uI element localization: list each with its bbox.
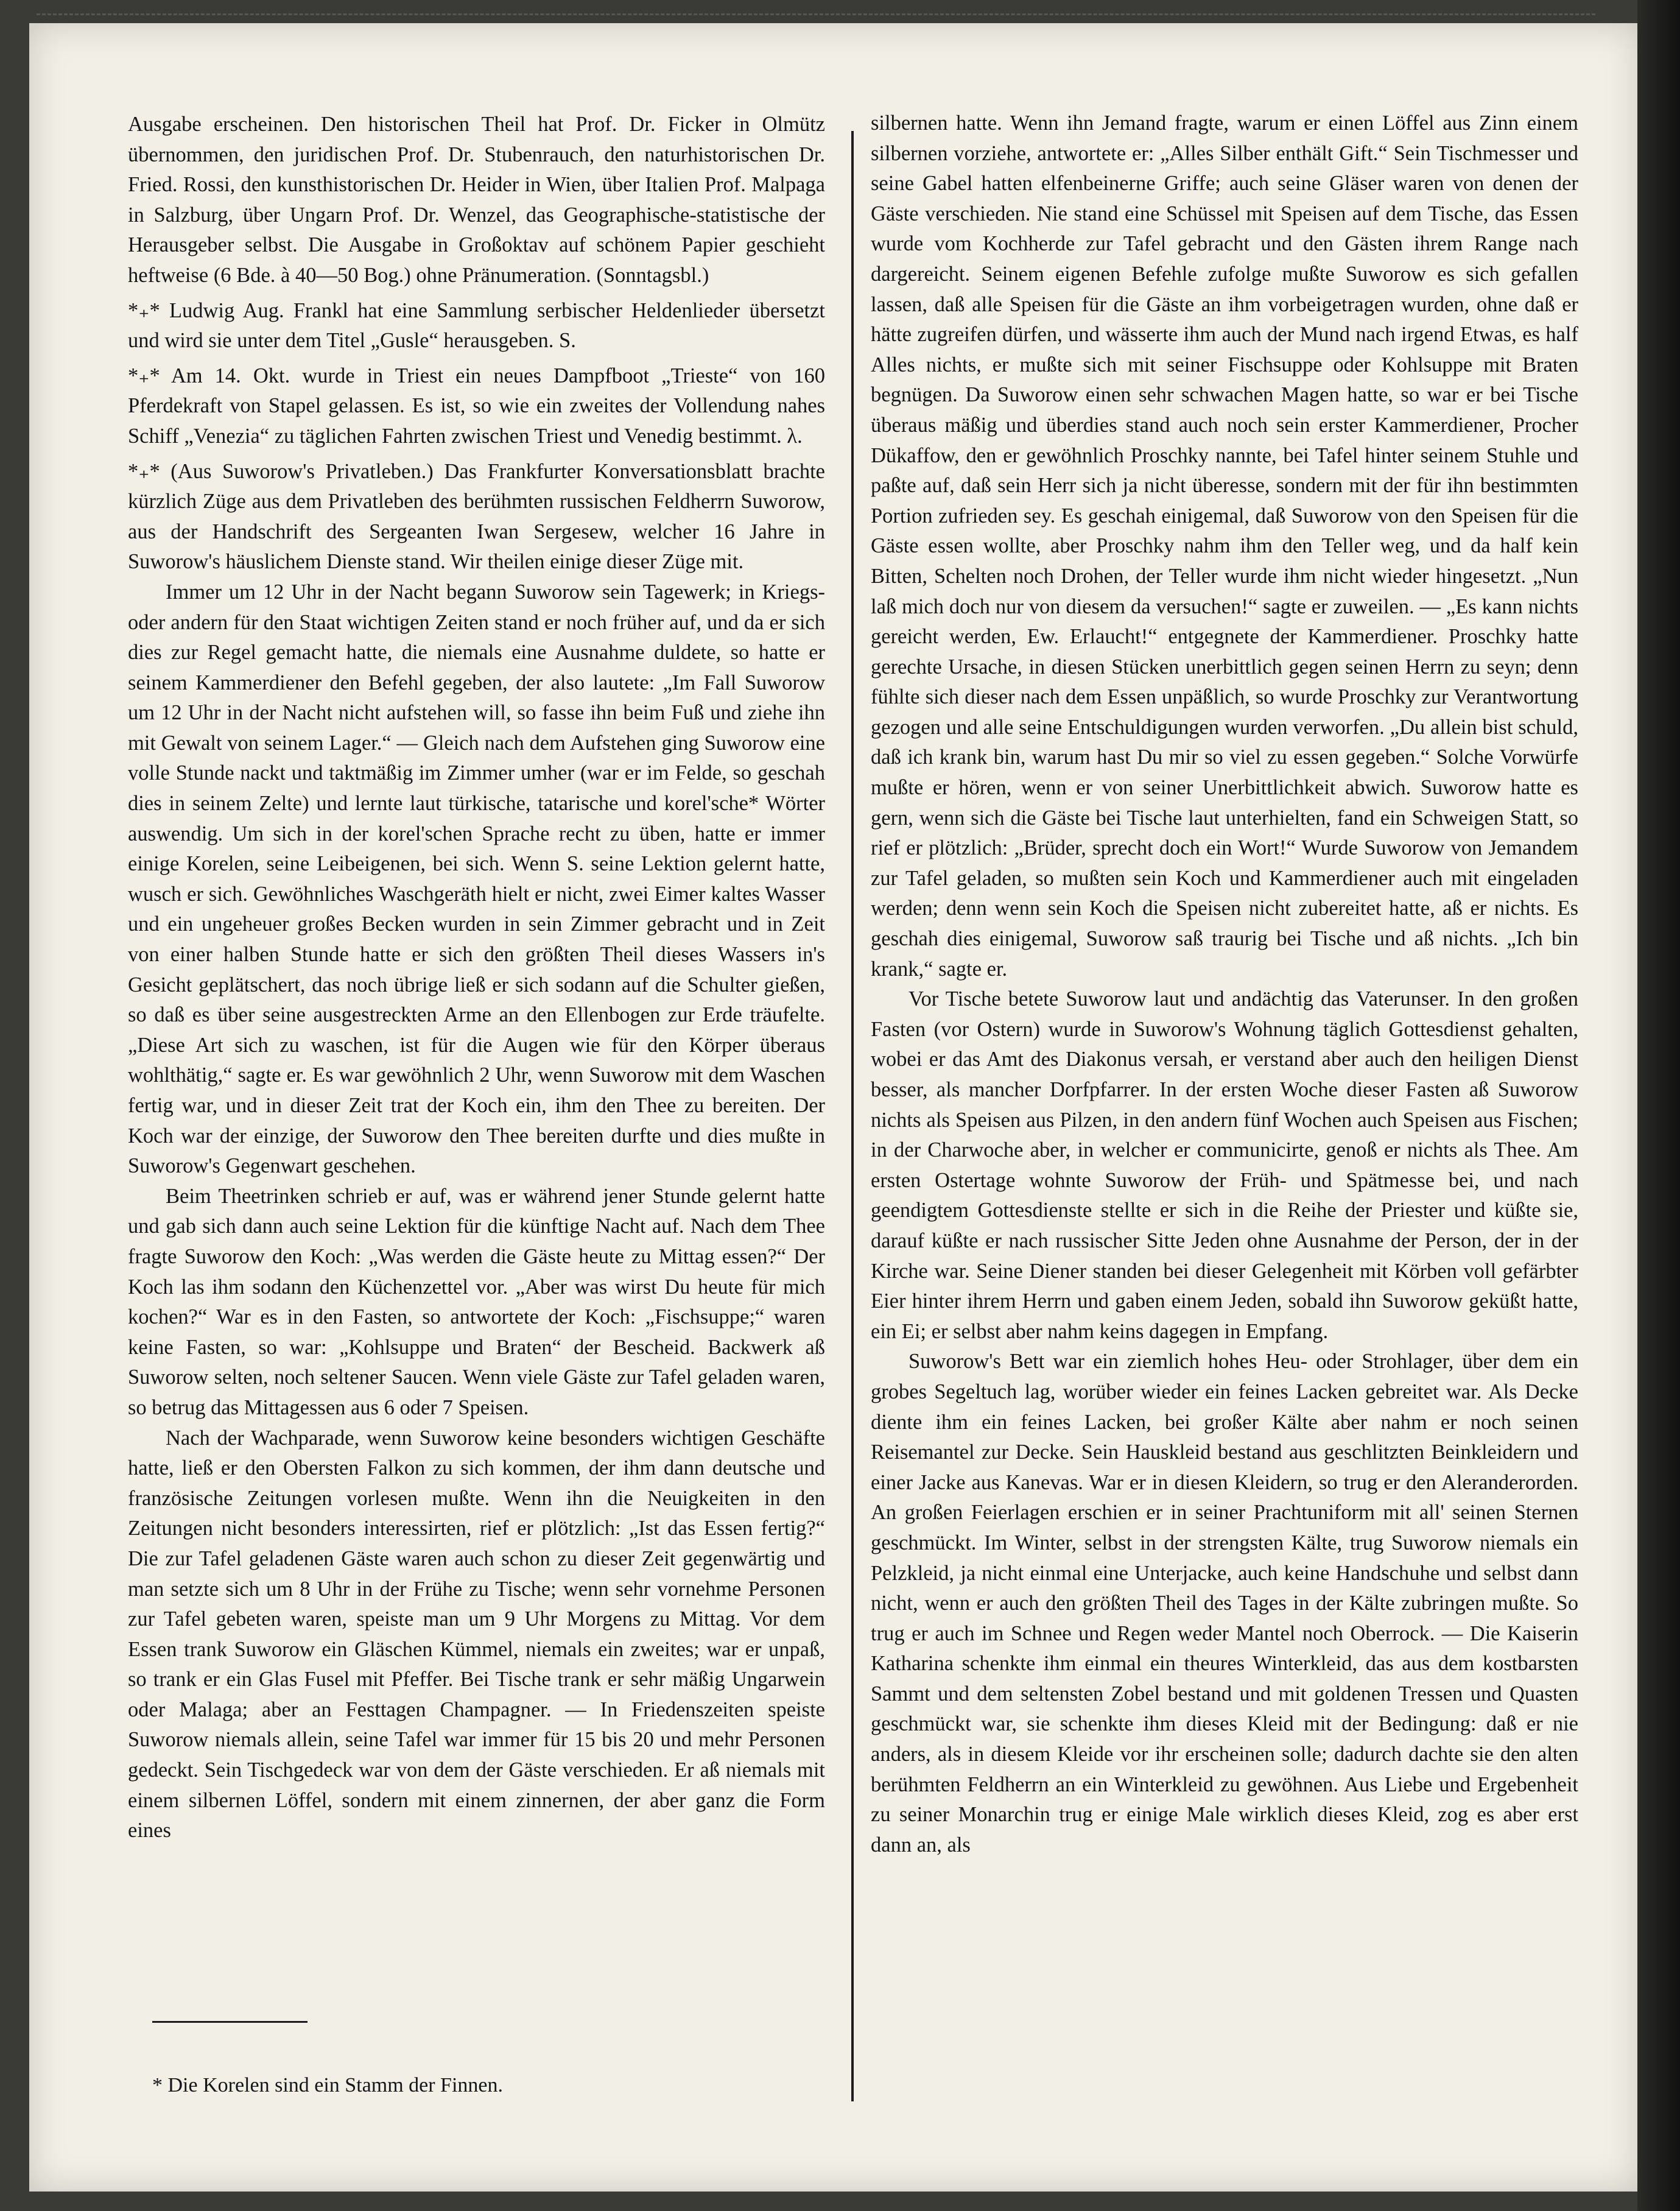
footnote-rule <box>152 2021 308 2023</box>
paragraph-tagewerk: Immer um 12 Uhr in der Nacht begann Suworow sein Tagewerk; in Kriegs- oder andern für den Staat wichtigen Zeiten stand er noch früher auf, und da er sich dies zur Regel gemacht hatte, die niemals eine Ausnahme duldete, so hatte er seinem Kammerdiener den Befehl gegeben, der also lautete: „Im Fall Suworow um 12 Uhr in der Nacht nicht aufstehen will, so fasse ihn beim Fuß und ziehe ihn mit Gewalt von seinem Lager.“ — Gleich nach dem Aufstehen ging Suworow eine volle Stunde nackt und taktmäßig im Zimmer umher (war er im Felde, so geschah dies in seinem Zelte) und lernte laut türkische, tatarische und korel'sche* Wörter auswendig. Um sich in der korel'schen Sprache recht zu üben, hatte er immer einige Korelen, seine Leibeigenen, bei sich. Wenn S. seine Lektion gelernt hatte, wusch er sich. Gewöhnliches Waschgeräth hielt er nicht, zwei Eimer kaltes Wasser und ein ungeheuer großes Becken wurden in sein Zimmer gebracht und in Zeit von einer halben Stunde hatte er sich den größten Theil dieses Wassers in's Gesicht geplätschert, das noch übrige ließ er sich sodann auf die Schulter gießen, so daß es über seine ausgestreckten Arme an den Ellenbogen zur Erde träufelte. „Diese Art sich zu waschen, ist für die Augen wie für den Körper überaus wohlthätig,“ sagte er. Es war gewöhnlich 2 Uhr, wenn Suworow mit dem Waschen fertig war, und in dieser Zeit trat der Koch ein, ihm den Thee zu bereiten. Der Koch war der einzige, der Suworow den Thee bereiten durfte und dies mußte in Suworow's Gegenwart geschehen. <box>128 580 825 1178</box>
right-column <box>871 108 1578 1860</box>
notice-suworow-intro: *₊* (Aus Suworow's Privatleben.) Das Frankfurter Konversationsblatt brachte kürzlich Züge aus dem Privatleben des berühmten russischen Feldherrn Suworow, aus der Handschrift des Sergeanten Iwan Sergesew, welcher 16 Jahre in Suworow's häuslichem Dienste stand. Wir theilen einige dieser Züge mit. <box>128 459 825 574</box>
paragraph-vor-tische: Vor Tische betete Suworow laut und andächtig das Vaterunser. In den großen Fasten (vor Ostern) wurde in Suworow's Wohnung täglich Gottesdienst gehalten, wobei er das Amt des Diakonus versah, er verstand aber auch den heiligen Dienst besser, als mancher Dorfpfarrer. In der ersten Woche dieser Fasten aß Suworow nichts als Speisen aus Pilzen, in den andern fünf Wochen auch Speisen aus Fischen; in der Charwoche aber, in welcher er communicirte, genoß er nichts als Thee. Am ersten Ostertage wohnte Suworow der Früh- und Spätmesse bei, und nach geendigtem Gottesdienste stellte er sich in die Reihe der Priester und küßte sie, darauf küßte er nach russischer Sitte Jeden ohne Ausnahme der Person, der in der Kirche war. Seine Diener standen bei dieser Gelegenheit mit Körben voll gefärbter Eier hinter ihrem Herrn und gaben einem Jeden, sobald ihn Suworow geküßt hatte, ein Ei; er selbst aber nahm keins dagegen in Empfang. <box>871 987 1578 1343</box>
column-divider <box>851 131 854 2101</box>
book-spine-shadow <box>1637 0 1680 2211</box>
page-top-edge <box>37 13 1595 19</box>
paragraph-theetrinken: Beim Theetrinken schrieb er auf, was er während jener Stunde gelernt hatte und gab sich dann auch seine Lektion für die künftige Nacht auf. Nach dem Thee fragte Suworow den Koch: „Was werden die Gäste heute zu Mittag essen?“ Der Koch las ihm sodann den Küchenzettel vor. „Aber was wirst Du heute für mich kochen?“ War es in den Fasten, so antwortete der Koch: „Fischsuppe;“ waren keine Fasten, so war: „Kohlsuppe und Braten“ der Bescheid. Backwerk aß Suworow selten, noch seltener Saucen. Wenn viele Gäste zur Tafel geladen waren, so betrug das Mittagessen aus 6 oder 7 Speisen. <box>128 1184 825 1419</box>
paragraph-silbernen: silbernen hatte. Wenn ihn Jemand fragte, warum er einen Löffel aus Zinn einem silbernen vorziehe, antwortete er: „Alles Silber enthält Gift.“ Sein Tischmesser und seine Gabel hatten elfenbeinerne Griffe; auch seine Gläser waren von denen der Gäste verschieden. Nie stand eine Schüssel mit Speisen auf dem Tische, das Essen wurde vom Kochherde zur Tafel gebracht und den Gästen ihrem Range nach dargereicht. Seinem eigenen Befehle zufolge mußte Suworow es sich gefallen lassen, daß alle Speisen für die Gäste an ihm vorbeigetragen wurden, ohne daß er hätte zugreifen dürfen, und wässerte ihm auch der Mund nach irgend Etwas, es half Alles nichts, er mußte sich mit seiner Fischsuppe oder Kohlsuppe mit Braten begnügen. Da Suworow einen sehr schwachen Magen hatte, so war er bei Tische überaus mäßig und überdies stand auch noch sein erster Kammerdiener, Procher Dükaffow, den er gewöhnlich Proschky nannte, bei Tafel hinter seinem Stuhle und paßte auf, daß sein Herr sich ja nicht überesse, sondern mit der für ihn bestimmten Portion zufrieden sey. Es geschah einigemal, daß Suworow von den Speisen für die Gäste essen wollte, aber Proschky nahm ihm den Teller weg, und da half kein Bitten, Schelten noch Drohen, der Teller wurde ihm nicht wieder hingesetzt. „Nun laß mich doch nur von diesem da versuchen!“ sagte er zuweilen. — „Es kann nichts gereicht werden, Ew. Erlaucht!“ entgegnete der Kammerdiener. Proschky hatte gerechte Ursache, in diesen Stücken unerbittlich gegen seinen Herrn zu seyn; denn fühlte sich dieser nach dem Essen unpäßlich, so wurde Proschky zur Verantwortung gezogen und alle seine Entschuldigungen wurden verworfen. „Du allein bist schuld, daß ich krank bin, warum hast Du mir so viel zu essen gegeben.“ Solche Vorwürfe mußte er hören, wenn er von seiner Unerbittlichkeit abwich. Suworow hatte es gern, wenn sich die Gäste bei Tische laut unterhielten, fand ein Schweigen Statt, so rief er plötzlich: „Brüder, sprecht doch ein Wort!“ Wurde Suworow von Jemandem zur Tafel geladen, so mußten sein Koch und Kammerdiener auch mit eingeladen werden; denn wenn sein Koch die Speisen nicht zubereitet hatte, aß er nichts. Es geschah dies einigemal, Suworow saß traurig bei Tische und aß nichts. „Ich bin krank,“ sagte er. <box>871 111 1578 981</box>
paragraph-bett: Suworow's Bett war ein ziemlich hohes Heu- oder Strohlager, über dem ein grobes Segeltuch lag, worüber wieder ein feines Lacken gebreitet war. Als Decke diente ihm ein feines Lacken, bei großer Kälte aber nahm er noch seinen Reisemantel zur Decke. Sein Hauskleid bestand aus geschlitzten Beinkleidern und einer Jacke aus Kanevas. War er in diesen Kleidern, so trug er den Aleranderorden. An großen Feierlagen erschien er in seiner Prachtuniform mit all' seinen Sternen geschmückt. Im Winter, selbst in der strengsten Kälte, trug Suworow niemals ein Pelzkleid, ja nicht einmal eine Unterjacke, auch keine Handschuhe und selbst dann nicht, wenn er auch den größten Theil des Tages in der Kälte zubringen mußte. So trug er auch im Schnee und Regen weder Mantel noch Oberrock. — Die Kaiserin Katharina schenkte ihm einmal ein theures Winterkleid, das aus dem kostbarsten Sammt und dem seltensten Zobel bestand und mit goldenen Tressen und Quasten geschmückt war, sie schenkte ihm dieses Kleid mit der Bedingung: daß er nie anders, als in diesem Kleide vor ihr erscheinen solle; dadurch dachte sie den alten berühmten Feldherrn an ein Winterkleid zu gewöhnen. Aus Liebe und Ergebenheit zu seiner Monarchin trug er einige Male wirklich dieses Kleid, zog es aber erst dann an, als <box>871 1350 1578 1857</box>
article-ausgabe: Ausgabe erscheinen. Den historischen Theil hat Prof. Dr. Ficker in Olmütz übernommen, den juridischen Prof. Dr. Stubenrauch, den naturhistorischen Dr. Fried. Rossi, den kunsthistorischen Dr. Heider in Wien, über Italien Prof. Malpaga in Salzburg, über Ungarn Prof. Dr. Wenzel, das Geographische-statistische der Herausgeber selbst. Die Ausgabe in Großoktav auf schönem Papier geschieht heftweise (6 Bde. à 40—50 Bog.) ohne Pränumeration. (Sonntagsbl.) <box>128 113 825 287</box>
paragraph-wachparade: Nach der Wachparade, wenn Suworow keine besonders wichtigen Geschäfte hatte, ließ er den Obersten Falkon zu sich kommen, der ihm dann deutsche und französische Zeitungen vorlesen mußte. Wenn ihn die Neuigkeiten in den Zeitungen nicht besonders interessirten, rief er plötzlich: „Ist das Essen fertig?“ Die zur Tafel geladenen Gäste waren auch schon zu dieser Zeit gegenwärtig und man setzte sich um 8 Uhr in der Frühe zu Tische; wenn sehr vornehme Personen zur Tafel gebeten waren, speiste man um 9 Uhr Morgens zu Mittag. Vor dem Essen trank Suworow ein Gläschen Kümmel, niemals ein zweites; war er unpaß, so trank er ein Glas Fusel mit Pfeffer. Bei Tische trank er sehr mäßig Ungarwein oder Malaga; aber an Festtagen Champagner. — In Friedenszeiten speiste Suworow niemals allein, seine Tafel war immer für 15 bis 20 und mehr Personen gedeckt. Sein Tischgedeck war von dem der Gäste verschieden. Er aß niemals mit einem silbernen Löffel, sondern mit einem zinnernen, der aber ganz die Form eines <box>128 1426 825 1842</box>
notice-frankl: *₊* Ludwig Aug. Frankl hat eine Sammlung serbischer Heldenlieder übersetzt und wird sie unter dem Titel „Gusle“ herausgeben. S. <box>128 298 825 353</box>
footnote: * Die Korelen sind ein Stamm der Finnen. <box>152 2074 504 2096</box>
notice-trieste: *₊* Am 14. Okt. wurde in Triest ein neues Dampfboot „Trieste“ von 160 Pferdekraft von Stapel gelassen. Es ist, so wie ein zweites der Vollendung nahes Schiff „Venezia“ zu täglichen Fahrten zwischen Triest und Venedig bestimmt. λ. <box>128 364 825 448</box>
left-column <box>128 110 825 1846</box>
